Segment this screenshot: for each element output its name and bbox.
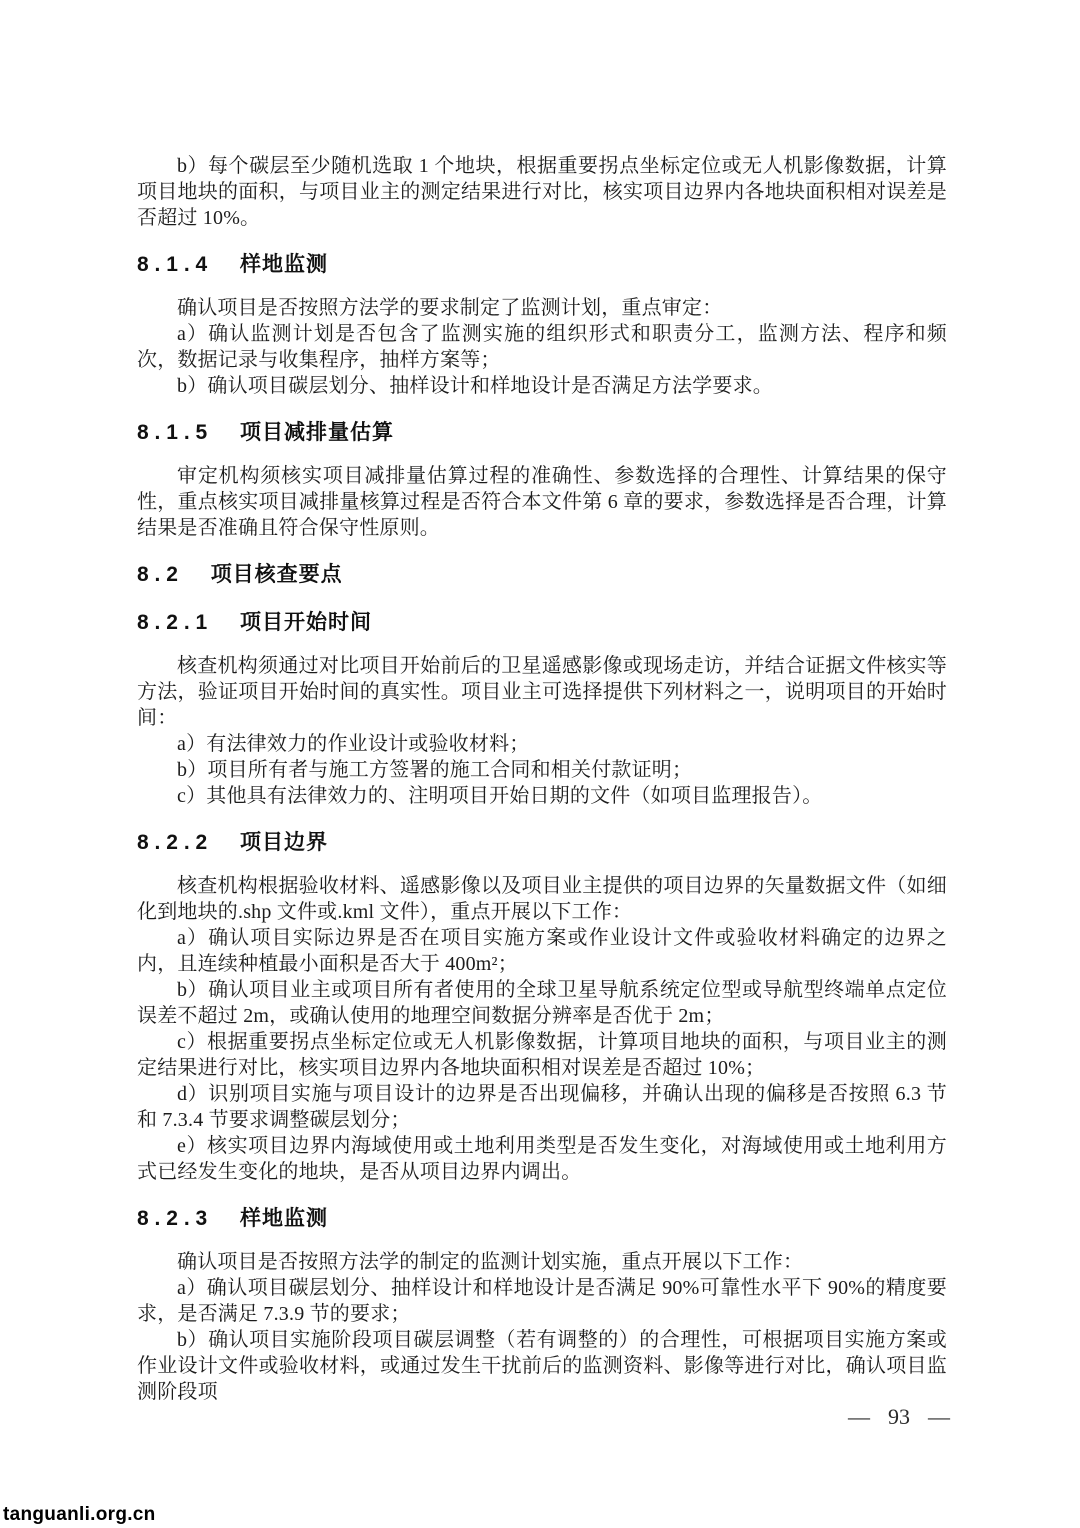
paragraph-sample-plot-intro: 确认项目是否按照方法学的制定的监测计划实施，重点开展以下工作： (177, 1251, 804, 1273)
section-heading-8-1-5 (137, 419, 947, 447)
list-item-b-carbon-strata: b）确认项目碳层划分、抽样设计和样地设计是否满足方法学要求。 (177, 375, 773, 397)
list-item-b-gnss-accuracy: b）确认项目业主或项目所有者使用的全球卫星导航系统定位型或导航型终端单点定位误差不超过 2m，或确认使用的地理空间数据分辨率是否优于 2m； (137, 979, 947, 1027)
page-number: 93 (888, 1404, 910, 1429)
list-item-b-strata-adjustment: b）确认项目实施阶段项目碳层调整（若有调整的）的合理性，可根据项目实施方案或作业设计文件或验收材料，或通过发生干扰前后的监测资料、影像等进行对比，确认项目监测阶段项 (137, 1329, 947, 1403)
footer-right-dash: — (928, 1404, 950, 1429)
section-number: 8.2.2 (137, 831, 214, 854)
section-heading-8-1-4 (137, 251, 947, 279)
section-number: 8.2 (137, 563, 184, 586)
section-title: 项目减排量估算 (239, 421, 394, 444)
section-title: 项目开始时间 (239, 611, 372, 634)
section-heading-8-2-2 (137, 829, 947, 857)
paragraph-start-time-intro: 核查机构须通过对比项目开始前后的卫星遥感影像或现场走访，并结合证据文件核实等方法，验证项目开始时间的真实性。项目业主可选择提供下列材料之一，说明项目的开始时间： (137, 655, 947, 729)
list-item-e-land-use-change: e）核实项目边界内海域使用或土地利用类型是否发生变化，对海域使用或土地利用方式已经发生变化的地块，是否从项目边界内调出。 (137, 1135, 947, 1183)
list-item-d-boundary-shift: d）识别项目实施与项目设计的边界是否出现偏移，并确认出现的偏移是否按照 6.3 节和 7.3.4 节要求调整碳层划分； (137, 1083, 947, 1131)
section-title: 项目边界 (239, 831, 328, 854)
list-item-a-legal-design: a）有法律效力的作业设计或验收材料； (177, 733, 530, 755)
list-item-b-plot-area: b）每个碳层至少随机选取 1 个地块，根据重要拐点坐标定位或无人机影像数据，计算项目地块的面积，与项目业主的测定结果进行对比，核实项目边界内各地块面积相对误差是否超过 10%。 (137, 155, 947, 229)
section-number: 8.1.4 (137, 253, 214, 276)
section-title: 项目核查要点 (210, 563, 343, 586)
list-item-b-construction-contract: b）项目所有者与施工方签署的施工合同和相关付款证明； (177, 759, 693, 781)
watermark: tanguanli.org.cn (3, 1504, 156, 1525)
page-footer (848, 1404, 950, 1430)
paragraph-monitoring-plan-intro: 确认项目是否按照方法学的要求制定了监测计划，重点审定： (177, 297, 723, 319)
section-heading-8-2-3 (137, 1205, 947, 1233)
section-title: 样地监测 (239, 253, 328, 276)
list-item-c-plot-area-check: c）根据重要拐点坐标定位或无人机影像数据，计算项目地块的面积，与项目业主的测定结果进行对比，核实项目边界内各地块面积相对误差是否超过 10%； (137, 1031, 947, 1079)
section-heading-8-2 (137, 561, 947, 589)
list-item-a-precision-requirement: a）确认项目碳层划分、抽样设计和样地设计是否满足 90%可靠性水平下 90%的精度要求，是否满足 7.3.9 节的要求； (137, 1277, 947, 1325)
section-heading-8-2-1 (137, 609, 947, 637)
section-number: 8.1.5 (137, 421, 214, 444)
list-item-a-monitoring-plan: a）确认监测计划是否包含了监测实施的组织形式和职责分工，监测方法、程序和频次，数据记录与收集程序，抽样方案等； (137, 323, 947, 371)
list-item-a-actual-boundary: a）确认项目实际边界是否在项目实施方案或作业设计文件或验收材料确定的边界之内，且连续种植最小面积是否大于 400m²； (137, 927, 947, 975)
paragraph-boundary-intro: 核查机构根据验收材料、遥感影像以及项目业主提供的项目边界的矢量数据文件（如细化到地块的.shp 文件或.kml 文件），重点开展以下工作： (137, 875, 947, 923)
list-item-c-other-documents: c）其他具有法律效力的、注明项目开始日期的文件（如项目监理报告）。 (177, 785, 823, 807)
section-title: 样地监测 (239, 1207, 328, 1230)
paragraph-emission-reduction-estimate: 审定机构须核实项目减排量估算过程的准确性、参数选择的合理性、计算结果的保守性，重点核实项目减排量核算过程是否符合本文件第 6 章的要求，参数选择是否合理，计算结果是否准确且符合保守性原则。 (137, 465, 947, 539)
section-number: 8.2.1 (137, 611, 214, 634)
footer-left-dash: — (848, 1404, 870, 1429)
section-number: 8.2.3 (137, 1207, 214, 1230)
